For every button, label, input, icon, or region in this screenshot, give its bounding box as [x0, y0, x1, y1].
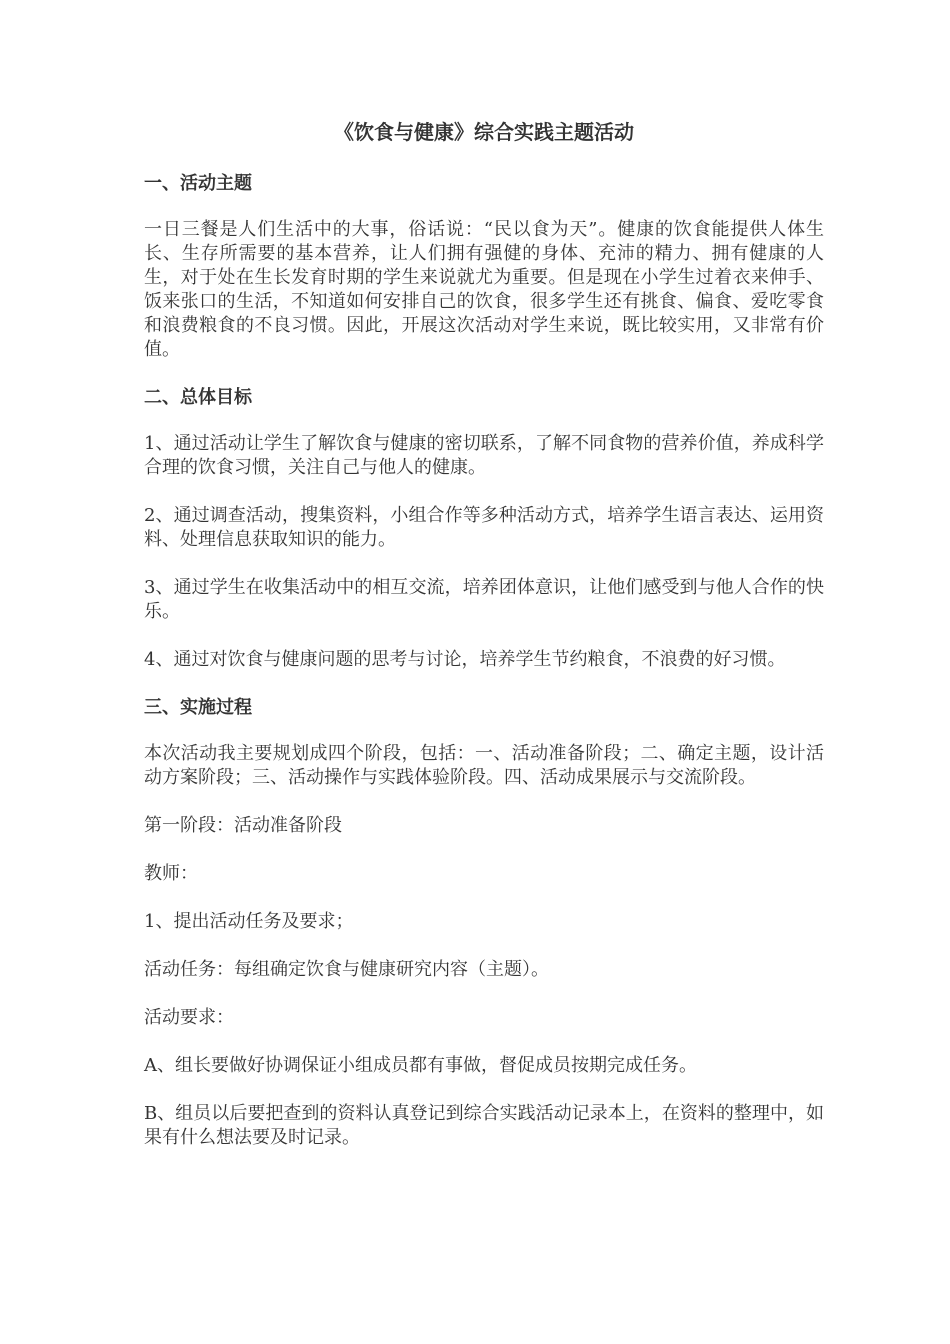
section-heading-process: 三、实施过程: [144, 697, 252, 718]
section-heading-theme: 一、活动主题: [144, 173, 252, 194]
document-page: [144, 118, 824, 1174]
paragraph: 一日三餐是人们生活中的大事，俗话说：“民以食为天”。健康的饮食能提供人体生长、生存所需要的基本营养，让人们拥有强健的身体、充沛的精力、拥有健康的人生，对于处在生长发育时期的学生来说就尤为重要。但是现在小学生过着衣来伸手、饭来张口的生活，不知道如何安排自己的饮食，很多学生还有挑食、偏食、爱吃零食和浪费粮食的不良习惯。因此，开展这次活动对学生来说，既比较实用，又非常有价值。: [144, 219, 824, 360]
paragraph: 第一阶段：活动准备阶段: [144, 815, 342, 836]
paragraph: A、组长要做好协调保证小组成员都有事做，督促成员按期完成任务。: [144, 1055, 697, 1076]
paragraph: B、组员以后要把查到的资料认真登记到综合实践活动记录本上，在资料的整理中，如果有什么想法要及时记录。: [144, 1103, 824, 1148]
paragraph: 4、通过对饮食与健康问题的思考与讨论，培养学生节约粮食，不浪费的好习惯。: [144, 649, 786, 670]
paragraph: 本次活动我主要规划成四个阶段，包括：一、活动准备阶段；二、确定主题，设计活动方案阶段；三、活动操作与实践体验阶段。四、活动成果展示与交流阶段。: [144, 743, 824, 788]
paragraph: 1、提出活动任务及要求；: [144, 911, 354, 932]
document-title: 《饮食与健康》综合实践主题活动: [334, 120, 634, 144]
paragraph: 2、通过调查活动，搜集资料，小组合作等多种活动方式，培养学生语言表达、运用资料、处理信息获取知识的能力。: [144, 505, 824, 550]
paragraph: 活动任务：每组确定饮食与健康研究内容（主题）。: [144, 959, 549, 980]
paragraph: 1、通过活动让学生了解饮食与健康的密切联系，了解不同食物的营养价值，养成科学合理的饮食习惯，关注自己与他人的健康。: [144, 433, 824, 478]
paragraph: 教师：: [144, 863, 198, 884]
paragraph: 活动要求：: [144, 1007, 234, 1028]
section-heading-goals: 二、总体目标: [144, 387, 252, 408]
paragraph: 3、通过学生在收集活动中的相互交流，培养团体意识，让他们感受到与他人合作的快乐。: [144, 577, 824, 622]
